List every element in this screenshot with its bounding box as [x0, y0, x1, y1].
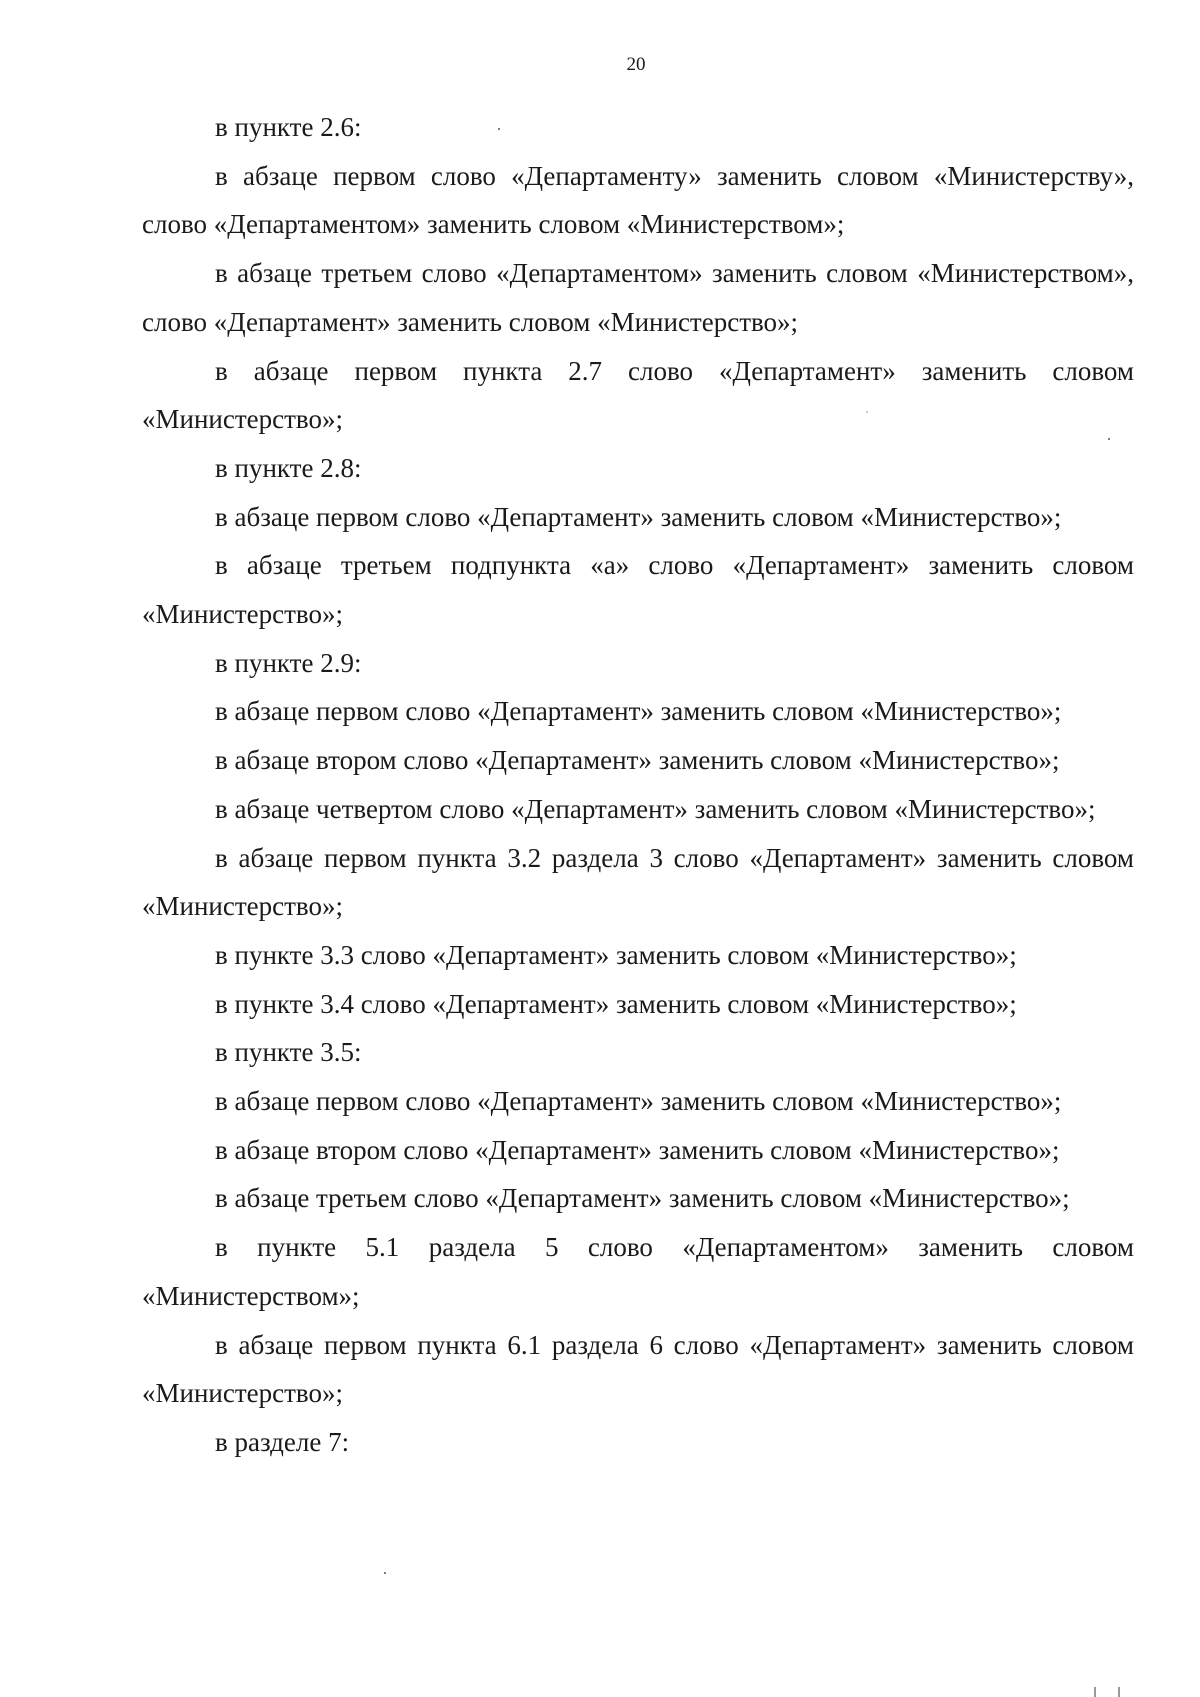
paragraph: в абзаце первом слово «Департамент» заменить словом «Министерство»;	[215, 501, 1062, 532]
paragraph: в пункте 5.1 раздела 5 слово «Департаментом» заменить словом «Министерством»;	[142, 1232, 1134, 1311]
paragraph: в абзаце первом пункта 2.7 слово «Департамент» заменить словом «Министерство»;	[142, 355, 1134, 435]
paragraph: в абзаце первом слово «Департаменту» заменить словом «Министерству», слово «Департаментом» заменить словом «Министерством»;	[142, 160, 1134, 240]
paragraph: в абзаце третьем подпункта «а» слово «Департамент» заменить словом «Министерство»;	[142, 550, 1134, 630]
paragraph: в пункте 3.5:	[215, 1037, 362, 1068]
scan-speck	[384, 1572, 386, 1574]
paragraph: в абзаце первом пункта 3.2 раздела 3 слово «Департамент» заменить словом «Министерство»;	[142, 842, 1134, 922]
document-body	[142, 103, 1134, 1467]
paragraph: в абзаце первом слово «Департамент» заменить словом «Министерство»;	[215, 1086, 1062, 1117]
paragraph: в абзаце первом пункта 6.1 раздела 6 слово «Департамент» заменить словом «Министерство»;	[142, 1329, 1134, 1409]
paragraph: в пункте 2.6:	[215, 112, 362, 142]
paragraph: в пункте 3.4 слово «Департамент» заменить словом «Министерство»;	[215, 988, 1017, 1019]
paragraph: в пункте 2.9:	[215, 647, 362, 678]
paragraph: в абзаце первом слово «Департамент» заменить словом «Министерство»;	[215, 696, 1062, 727]
paragraph: в разделе 7:	[215, 1426, 350, 1457]
paragraph: в пункте 3.3 слово «Департамент» заменить словом «Министерство»;	[215, 939, 1017, 970]
paragraph: в абзаце третьем слово «Департамент» заменить словом «Министерство»;	[215, 1183, 1070, 1214]
page-number: 20	[626, 54, 646, 75]
scan-edge-mark	[1094, 1687, 1120, 1697]
scan-speck	[866, 411, 868, 413]
paragraph: в абзаце четвертом слово «Департамент» заменить словом «Министерство»;	[215, 793, 1096, 824]
scan-speck	[498, 128, 500, 130]
paragraph: в абзаце третьем слово «Департаментом» заменить словом «Министерством», слово «Департамент» заменить словом «Министерство»;	[142, 258, 1134, 337]
paragraph: в пункте 2.8:	[215, 452, 362, 483]
paragraph: в абзаце втором слово «Департамент» заменить словом «Министерство»;	[215, 745, 1060, 776]
paragraph: в абзаце втором слово «Департамент» заменить словом «Министерство»;	[215, 1134, 1060, 1165]
scan-speck	[1108, 438, 1110, 440]
